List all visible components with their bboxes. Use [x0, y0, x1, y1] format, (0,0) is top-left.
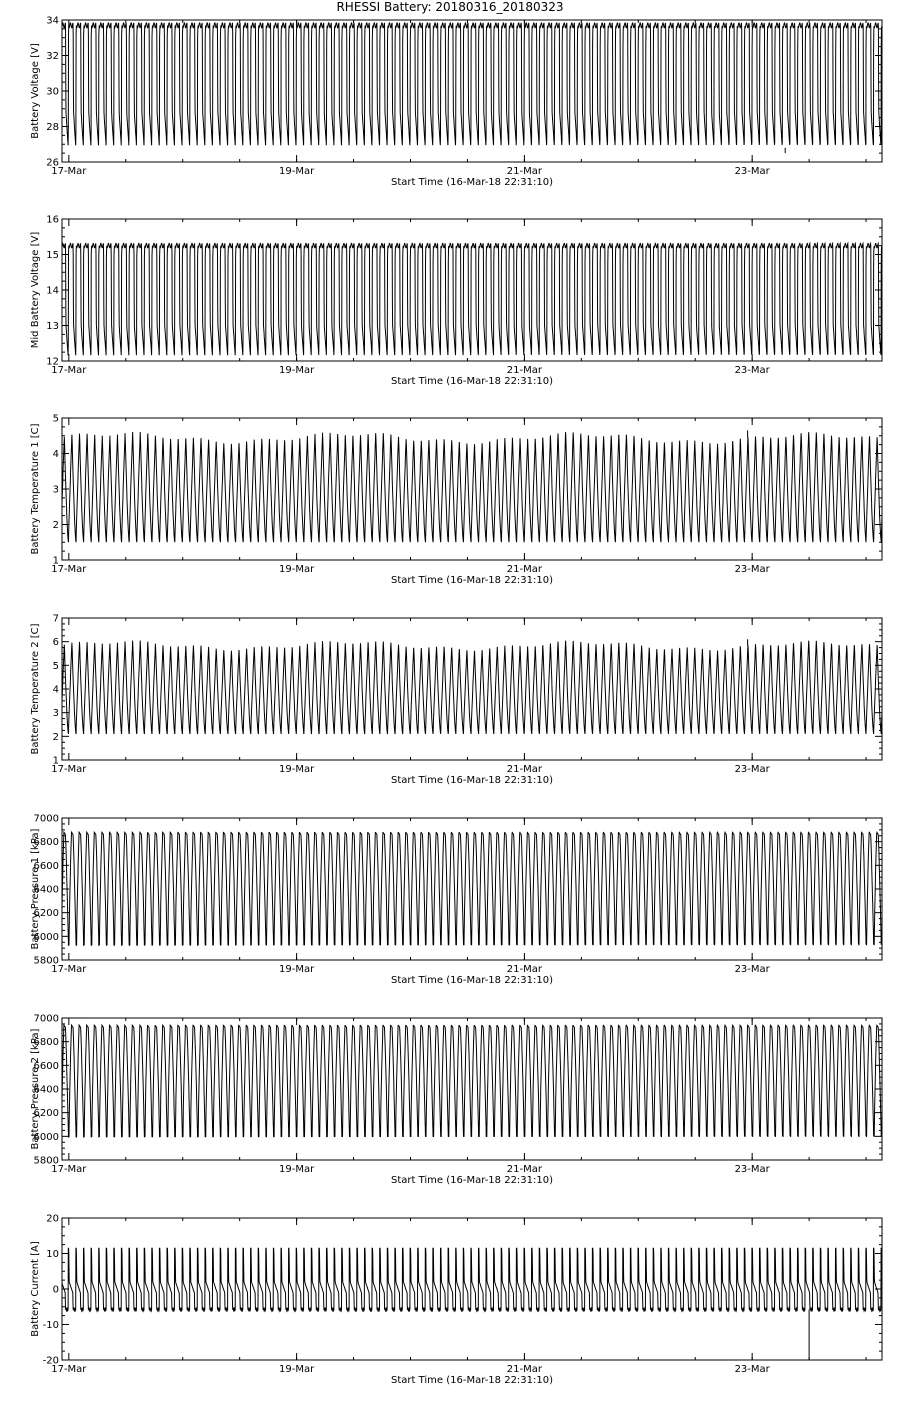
x-tick-label: 23-Mar — [734, 1164, 770, 1175]
x-tick-label: 19-Mar — [279, 365, 315, 376]
y-tick-label: 6600 — [33, 860, 59, 872]
y-axis-title: Battery Temperature 1 [C] — [30, 423, 41, 555]
series-line — [62, 432, 882, 542]
chart-panel-2 — [30, 215, 882, 388]
y-tick-label: 3 — [52, 484, 59, 496]
x-tick-label: 23-Mar — [734, 365, 770, 376]
x-tick-label: 21-Mar — [506, 365, 542, 376]
y-tick-label: 6000 — [33, 1131, 59, 1143]
y-tick-label: -10 — [42, 1320, 59, 1331]
y-tick-label: 6800 — [33, 1037, 59, 1049]
y-tick-label: 20 — [46, 1213, 59, 1225]
y-tick-label: 5 — [52, 413, 59, 425]
y-tick-label: 5 — [52, 660, 59, 672]
y-axis-title: Battery Temperature 2 [C] — [30, 623, 41, 755]
x-tick-label: 19-Mar — [279, 564, 315, 575]
chart-panel-1 — [30, 16, 882, 189]
y-tick-label: 26 — [46, 157, 59, 169]
y-tick-label: 7 — [52, 613, 59, 625]
x-tick-label: 23-Mar — [734, 964, 770, 975]
chart-panel-6 — [30, 1014, 882, 1187]
x-tick-label: 23-Mar — [734, 166, 770, 177]
plot-frame — [62, 219, 882, 361]
x-tick-label: 17-Mar — [51, 764, 87, 775]
y-tick-label: 16 — [46, 214, 59, 226]
y-tick-label: 2 — [52, 731, 59, 743]
x-axis-title: Start Time (16-Mar-18 22:31:10) — [390, 575, 554, 586]
y-tick-label: 6200 — [33, 908, 59, 920]
y-tick-label: 1 — [52, 555, 59, 567]
series-line — [62, 832, 882, 946]
x-tick-label: 17-Mar — [51, 564, 87, 575]
series-line — [62, 1025, 882, 1137]
y-tick-label: 6400 — [33, 884, 59, 896]
x-tick-label: 17-Mar — [51, 1164, 87, 1175]
y-tick-label: 6400 — [33, 1084, 59, 1096]
x-axis-title: Start Time (16-Mar-18 22:31:10) — [390, 1375, 554, 1386]
y-tick-label: 6800 — [33, 837, 59, 849]
y-axis-title: Battery Pressure 1 [kPa] — [30, 828, 41, 950]
x-tick-label: 23-Mar — [734, 764, 770, 775]
x-tick-label: 19-Mar — [279, 166, 315, 177]
y-axis-title: Battery Pressure 2 [kPa] — [30, 1028, 41, 1150]
series-line — [62, 243, 882, 355]
y-tick-label: 6000 — [33, 931, 59, 943]
x-tick-label: 17-Mar — [51, 964, 87, 975]
x-axis-title: Start Time (16-Mar-18 22:31:10) — [390, 975, 554, 986]
x-tick-label: 19-Mar — [279, 964, 315, 975]
x-tick-label: 21-Mar — [506, 964, 542, 975]
y-tick-label: 10 — [46, 1249, 59, 1260]
x-tick-label: 17-Mar — [51, 1364, 87, 1375]
chart-panel-7 — [30, 1214, 882, 1387]
x-axis-title: Start Time (16-Mar-18 22:31:10) — [390, 1175, 554, 1186]
chart-panel-4 — [30, 614, 882, 787]
y-tick-label: -20 — [42, 1355, 59, 1367]
series-line — [62, 23, 882, 145]
series-line — [62, 1248, 882, 1311]
chart-panel-3 — [30, 414, 882, 587]
x-axis-title: Start Time (16-Mar-18 22:31:10) — [390, 177, 554, 188]
x-tick-label: 23-Mar — [734, 564, 770, 575]
y-tick-label: 30 — [46, 86, 59, 98]
y-tick-label: 6 — [52, 637, 59, 649]
y-tick-label: 5800 — [33, 955, 59, 967]
x-tick-label: 19-Mar — [279, 764, 315, 775]
y-tick-label: 1 — [52, 755, 59, 767]
x-tick-label: 21-Mar — [506, 764, 542, 775]
x-tick-label: 21-Mar — [506, 166, 542, 177]
x-tick-label: 19-Mar — [279, 1164, 315, 1175]
x-tick-label: 17-Mar — [51, 166, 87, 177]
series-line — [62, 641, 882, 735]
y-tick-label: 7000 — [33, 1013, 59, 1025]
x-tick-label: 21-Mar — [506, 1364, 542, 1375]
y-axis-title: Battery Current [A] — [30, 1241, 41, 1337]
y-axis-title: Mid Battery Voltage [V] — [30, 231, 41, 349]
y-tick-label: 6600 — [33, 1060, 59, 1072]
y-tick-label: 15 — [46, 250, 59, 261]
x-tick-label: 23-Mar — [734, 1364, 770, 1375]
y-tick-label: 4 — [52, 449, 59, 460]
x-axis-title: Start Time (16-Mar-18 22:31:10) — [390, 775, 554, 786]
y-tick-label: 13 — [46, 321, 59, 332]
x-tick-label: 21-Mar — [506, 1164, 542, 1175]
x-tick-label: 17-Mar — [51, 365, 87, 376]
x-tick-label: 21-Mar — [506, 564, 542, 575]
y-tick-label: 7000 — [33, 813, 59, 825]
y-tick-label: 4 — [52, 684, 59, 696]
y-tick-label: 2 — [52, 520, 59, 531]
y-tick-label: 32 — [46, 51, 59, 62]
chart-panel-5 — [30, 814, 882, 987]
y-tick-label: 14 — [46, 285, 59, 297]
plot-frame — [62, 618, 882, 760]
y-tick-label: 34 — [46, 15, 59, 27]
y-tick-label: 3 — [52, 708, 59, 720]
y-tick-label: 28 — [46, 122, 59, 133]
y-tick-label: 12 — [46, 356, 59, 368]
y-axis-title: Battery Voltage [V] — [30, 43, 41, 139]
x-axis-title: Start Time (16-Mar-18 22:31:10) — [390, 376, 554, 387]
x-tick-label: 19-Mar — [279, 1364, 315, 1375]
y-tick-label: 6200 — [33, 1108, 59, 1120]
y-tick-label: 5800 — [33, 1155, 59, 1167]
y-tick-label: 0 — [52, 1284, 59, 1296]
figure-title: RHESSI Battery: 20180316_20180323 — [336, 0, 564, 14]
